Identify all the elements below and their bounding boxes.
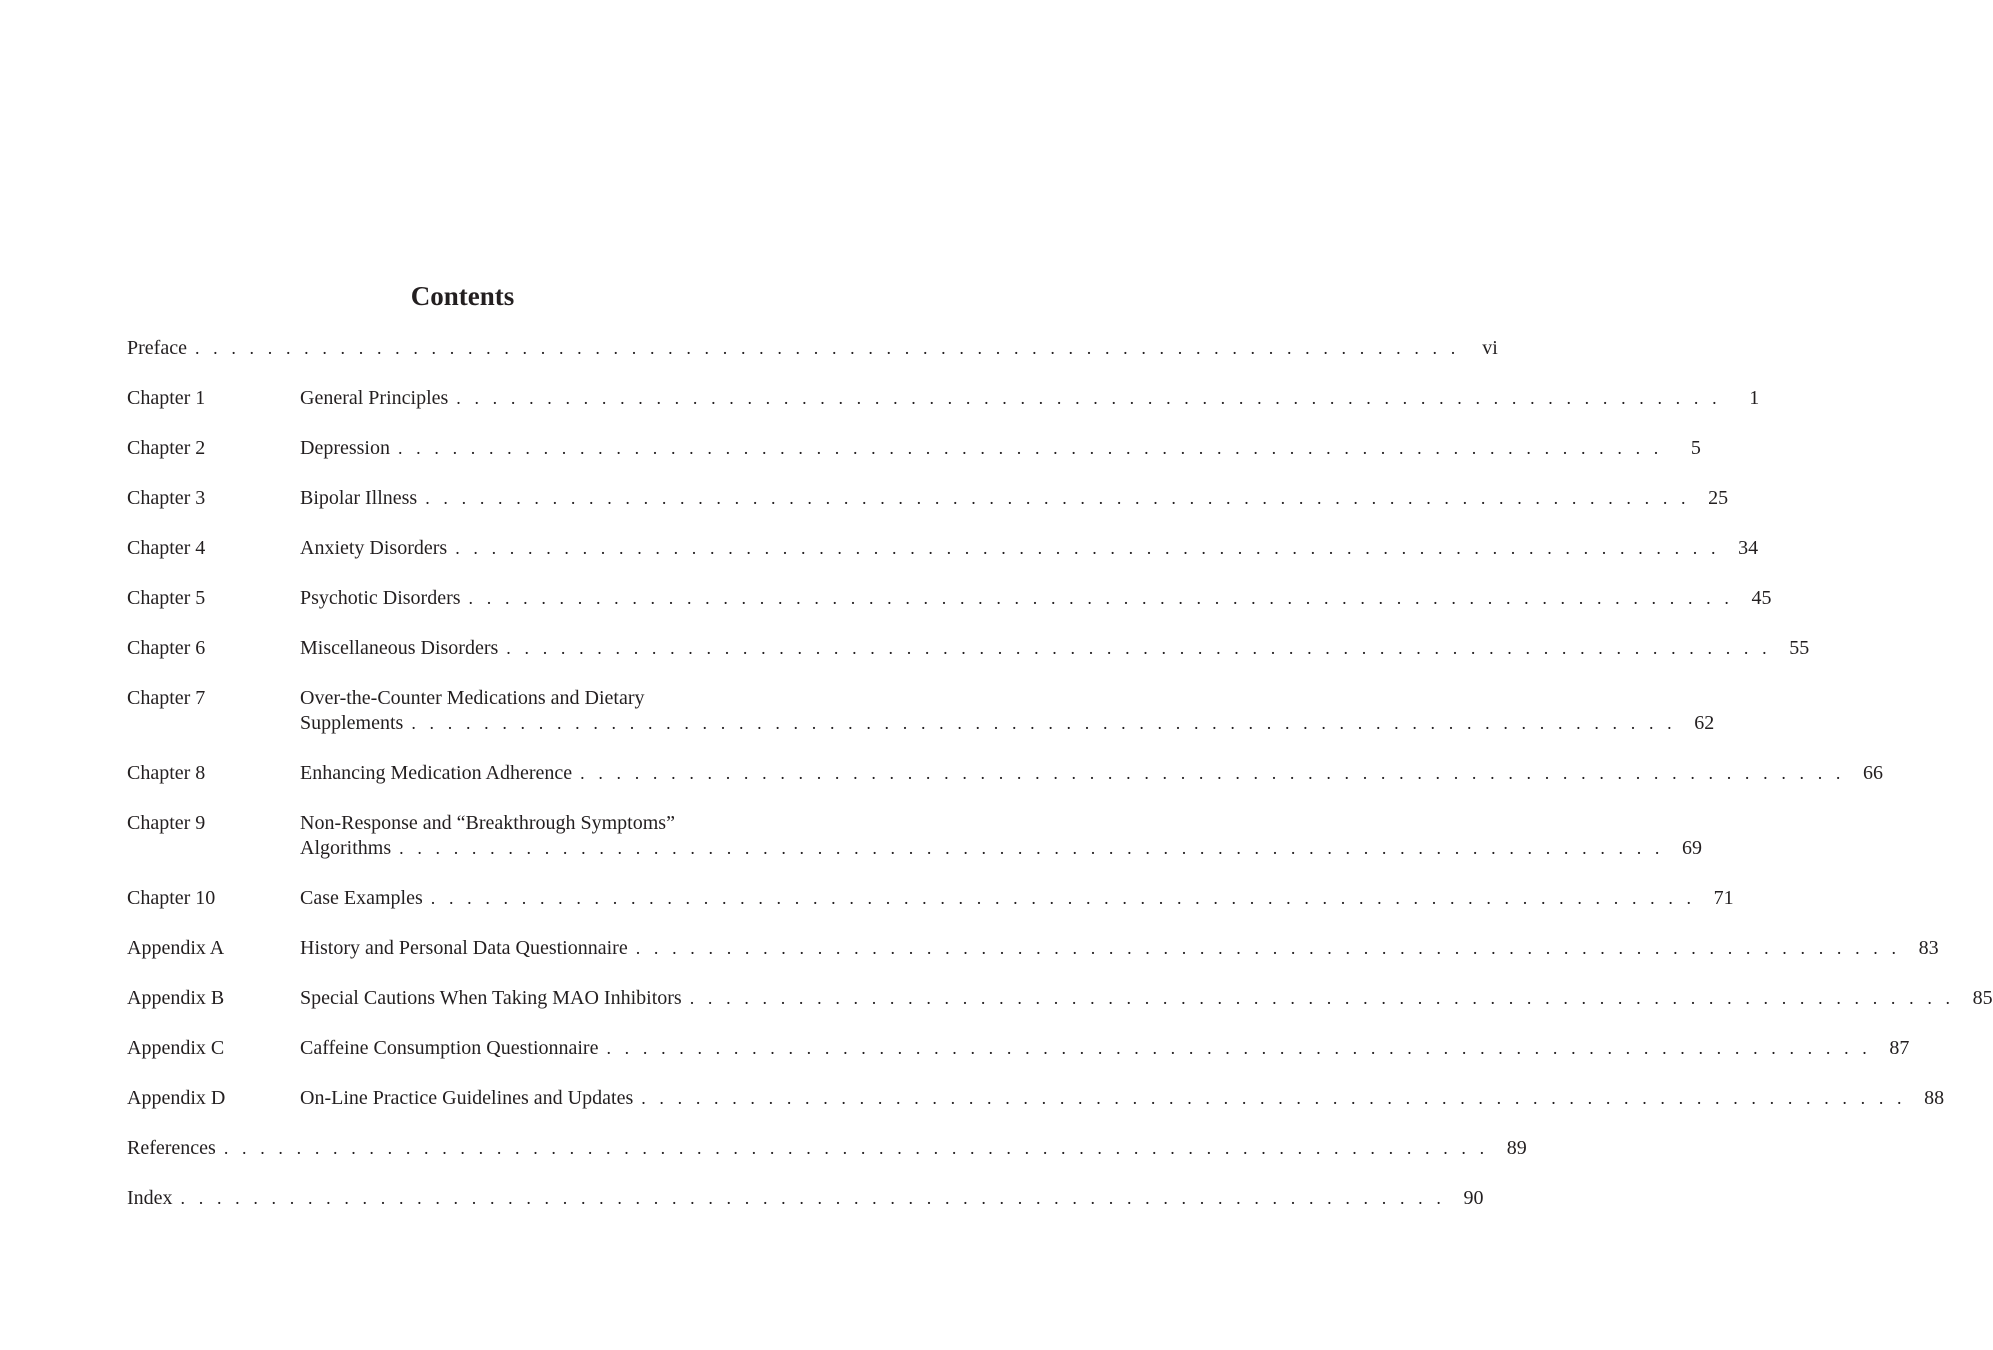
toc-entry-chapter-7 [127,686,1715,736]
page-number: 55 [1789,637,1810,659]
entry-label: Chapter 3 [127,487,206,509]
toc-entry-chapter-8 [127,761,1884,786]
dot-leader: . . . . . . . . . . . . . . . . . . . . . . . . . . . . . . . . . . . . . . . . . . . . . . . . . . . . . . . . . . . . . . . . . . . . . . [455,538,1721,558]
toc-entry-chapter-5 [127,586,1772,611]
dot-leader: . . . . . . . . . . . . . . . . . . . . . . . . . . . . . . . . . . . . . . . . . . . . . . . . . . . . . . . . . . . . . . . . . . . . . . [689,988,1955,1008]
entry-title: Special Cautions When Taking MAO Inhibitors [300,987,682,1009]
entry-label: Chapter 9 [127,812,206,834]
entry-title: General Principles [300,387,449,409]
dot-leader: . . . . . . . . . . . . . . . . . . . . . . . . . . . . . . . . . . . . . . . . . . . . . . . . . . . . . . . . . . . . . . . . . . . . . . [223,1138,1489,1158]
page-number: 34 [1738,537,1759,559]
page-number: 69 [1682,837,1703,859]
page-number: 89 [1506,1137,1527,1159]
page-number: 25 [1708,487,1729,509]
table-of-contents [127,336,1993,1236]
entry-title-line-2: Supplements [300,712,404,734]
toc-entry-preface [127,336,1498,361]
entry-title: Case Examples [300,887,423,909]
page-number: 87 [1889,1037,1910,1059]
entry-label: Appendix D [127,1087,226,1109]
toc-entry-appendix-c [127,1036,1910,1061]
entry-label: Appendix B [127,987,225,1009]
page-number: 88 [1924,1087,1945,1109]
page-number: 66 [1863,762,1884,784]
entry-title: References [127,1137,216,1159]
entry-label: Chapter 1 [127,387,206,409]
dot-leader: . . . . . . . . . . . . . . . . . . . . . . . . . . . . . . . . . . . . . . . . . . . . . . . . . . . . . . . . . . . . . . . . . . . . . . [456,388,1722,408]
toc-entry-chapter-10 [127,886,1734,911]
entry-title: Miscellaneous Disorders [300,637,499,659]
entry-title: History and Personal Data Questionnaire [300,937,628,959]
entry-label: Chapter 2 [127,437,206,459]
page-number: 62 [1694,712,1715,734]
toc-entry-appendix-d [127,1086,1945,1111]
entry-title-line-1: Non-Response and “Breakthrough Symptoms” [300,812,675,834]
entry-title: Preface [127,337,187,359]
dot-leader: . . . . . . . . . . . . . . . . . . . . . . . . . . . . . . . . . . . . . . . . . . . . . . . . . . . . . . . . . . . . . . . . . . . . . . [506,638,1772,658]
dot-leader: . . . . . . . . . . . . . . . . . . . . . . . . . . . . . . . . . . . . . . . . . . . . . . . . . . . . . . . . . . . . . . . . . . . . . . [430,888,1696,908]
dot-leader: . . . . . . . . . . . . . . . . . . . . . . . . . . . . . . . . . . . . . . . . . . . . . . . . . . . . . . . . . . . . . . . . . . . . . . [180,1188,1446,1208]
toc-entry-chapter-1 [127,386,1760,411]
dot-leader: . . . . . . . . . . . . . . . . . . . . . . . . . . . . . . . . . . . . . . . . . . . . . . . . . . . . . . . . . . . . . . . . . . . . . . [641,1088,1907,1108]
page-number: 45 [1751,587,1772,609]
toc-entry-index [127,1186,1484,1211]
entry-title: Anxiety Disorders [300,537,448,559]
toc-entry-chapter-9 [127,811,1703,861]
entry-label: Chapter 10 [127,887,216,909]
entry-title: On-Line Practice Guidelines and Updates [300,1087,634,1109]
page-number: 83 [1918,937,1939,959]
page-number: 90 [1463,1187,1484,1209]
dot-leader: . . . . . . . . . . . . . . . . . . . . . . . . . . . . . . . . . . . . . . . . . . . . . . . . . . . . . . . . . . . . . . . . . . . . . . [606,1038,1872,1058]
entry-label: Chapter 8 [127,762,206,784]
entry-title: Caffeine Consumption Questionnaire [300,1037,599,1059]
entry-title: Enhancing Medication Adherence [300,762,573,784]
dot-leader: . . . . . . . . . . . . . . . . . . . . . . . . . . . . . . . . . . . . . . . . . . . . . . . . . . . . . . . . . . . . . . . . . . . . . . [411,713,1677,733]
entry-label: Chapter 4 [127,537,206,559]
entry-label: Appendix A [127,937,225,959]
page-number: 1 [1749,387,1760,409]
dot-leader: . . . . . . . . . . . . . . . . . . . . . . . . . . . . . . . . . . . . . . . . . . . . . . . . . . . . . . . . . . . . . . . . . . . . . . [635,938,1901,958]
toc-entry-appendix-a [127,936,1939,961]
dot-leader: . . . . . . . . . . . . . . . . . . . . . . . . . . . . . . . . . . . . . . . . . . . . . . . . . . . . . . . . . . . . . . . . . . . . . . [194,338,1460,358]
entry-label: Chapter 5 [127,587,206,609]
entry-label: Chapter 7 [127,687,206,709]
toc-entry-chapter-3 [127,486,1729,511]
toc-entry-references [127,1136,1527,1161]
entry-title-line-1: Over-the-Counter Medications and Dietary [300,687,645,709]
toc-entry-chapter-2 [127,436,1701,461]
toc-entry-appendix-b [127,986,1993,1011]
dot-leader: . . . . . . . . . . . . . . . . . . . . . . . . . . . . . . . . . . . . . . . . . . . . . . . . . . . . . . . . . . . . . . . . . . . . . . [580,763,1846,783]
entry-title: Depression [300,437,390,459]
page-number: 71 [1713,887,1734,909]
toc-entry-chapter-6 [127,636,1810,661]
entry-label: Appendix C [127,1037,225,1059]
entry-title-line-2: Algorithms [300,837,392,859]
dot-leader: . . . . . . . . . . . . . . . . . . . . . . . . . . . . . . . . . . . . . . . . . . . . . . . . . . . . . . . . . . . . . . . . . . . . . . [425,488,1691,508]
page-number: vi [1482,337,1498,359]
entry-title: Index [127,1187,173,1209]
page-number: 85 [1972,987,1993,1009]
entry-title: Bipolar Illness [300,487,418,509]
entry-title: Psychotic Disorders [300,587,461,609]
dot-leader: . . . . . . . . . . . . . . . . . . . . . . . . . . . . . . . . . . . . . . . . . . . . . . . . . . . . . . . . . . . . . . . . . . . . . . [468,588,1734,608]
page-title: Contents [410,281,515,311]
entry-label: Chapter 6 [127,637,206,659]
toc-entry-chapter-4 [127,536,1759,561]
page-number: 5 [1690,437,1701,459]
dot-leader: . . . . . . . . . . . . . . . . . . . . . . . . . . . . . . . . . . . . . . . . . . . . . . . . . . . . . . . . . . . . . . . . . . . . . . [397,438,1663,458]
dot-leader: . . . . . . . . . . . . . . . . . . . . . . . . . . . . . . . . . . . . . . . . . . . . . . . . . . . . . . . . . . . . . . . . . . . . . . [399,838,1665,858]
